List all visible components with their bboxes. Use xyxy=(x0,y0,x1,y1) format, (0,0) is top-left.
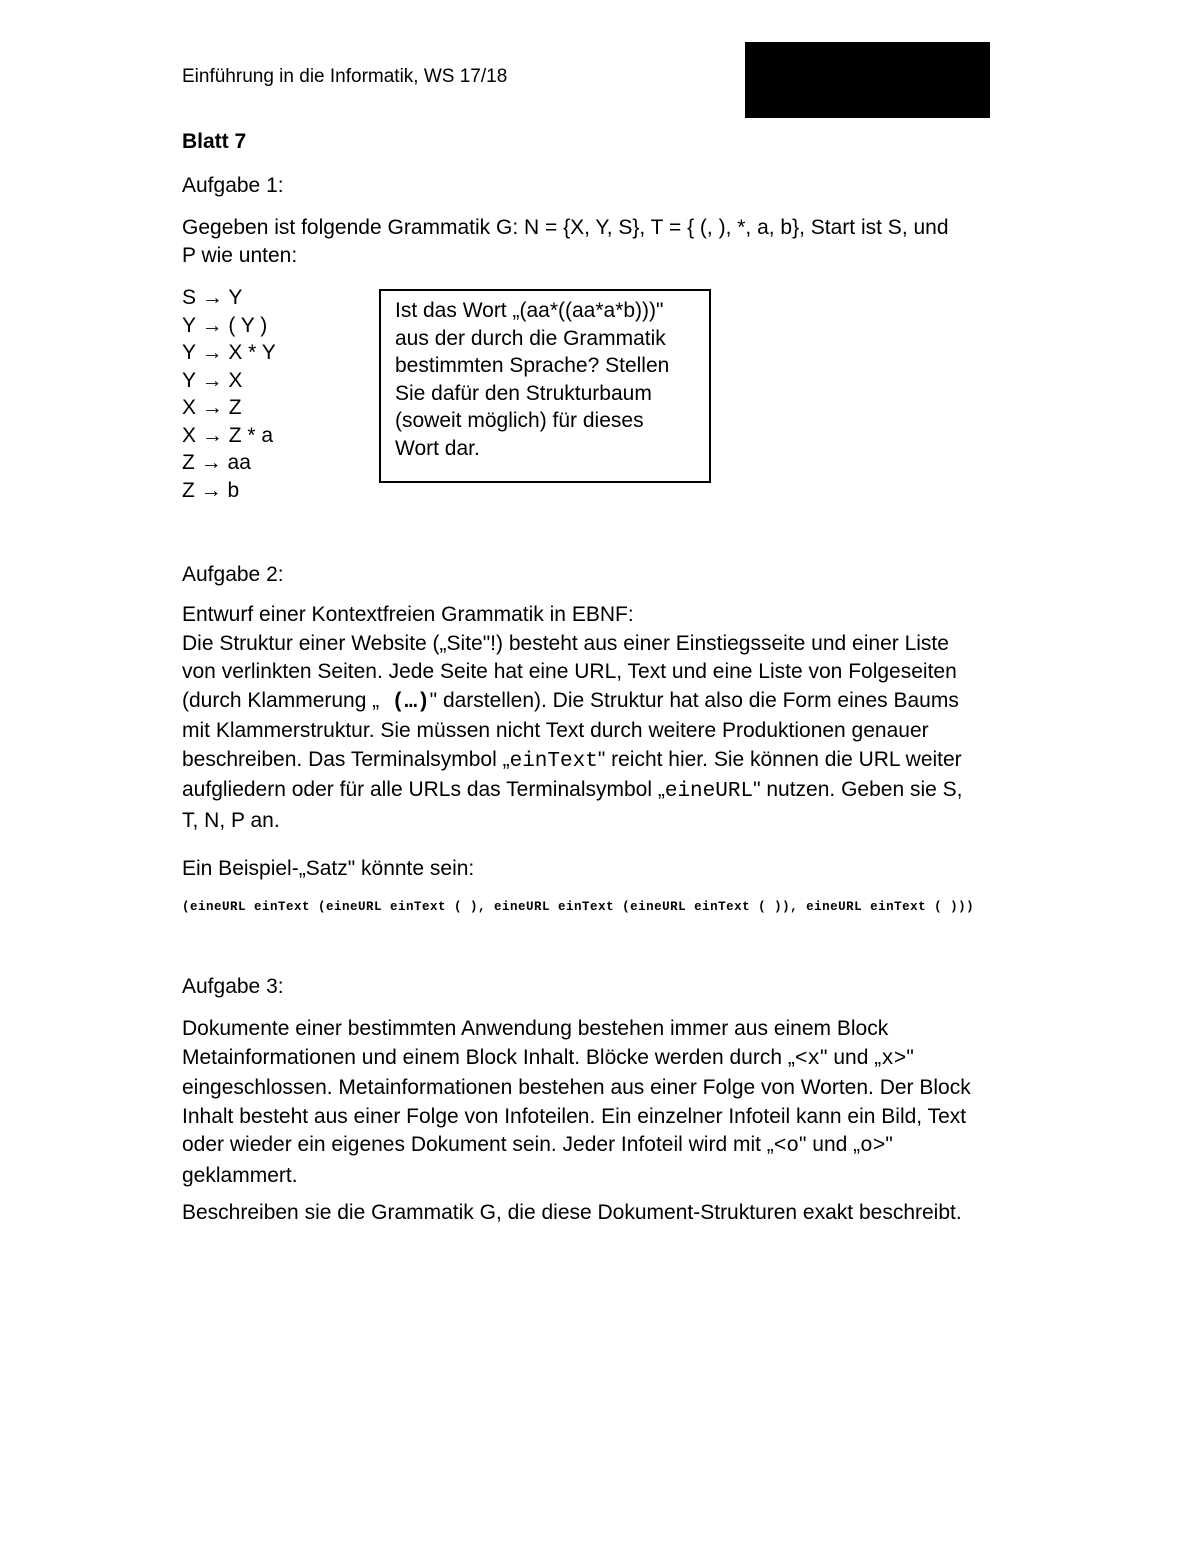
task2-line: beschreiben. Das Terminalsymbol „einText" reicht hier. Sie können die URL weiter xyxy=(182,747,962,773)
task3-line: eingeschlossen. Metainformationen bestehen aus einer Folge von Worten. Der Block xyxy=(182,1076,971,1099)
arrow-icon: → xyxy=(200,451,222,474)
task2-line: T, N, P an. xyxy=(182,808,280,832)
task1-heading: Aufgabe 1: xyxy=(182,174,284,197)
rule: Y → X xyxy=(182,368,243,392)
rule: X → Z xyxy=(182,396,242,419)
course-header: Einführung in die Informatik, WS 17/18 xyxy=(182,66,508,87)
task3-line: Metainformationen und einem Block Inhalt. Blöcke werden durch „<x" und „x>" xyxy=(182,1045,914,1071)
question-line: Sie dafür den Strukturbaum xyxy=(395,381,652,405)
sheet-title: Blatt 7 xyxy=(182,130,247,153)
rule: Z → b xyxy=(182,478,240,502)
task3-body xyxy=(182,1015,971,1190)
task3-heading: Aufgabe 3: xyxy=(182,975,284,998)
task3-line: geklammert. xyxy=(182,1163,298,1187)
rule: Z → aa xyxy=(182,451,251,474)
task1-intro-line1: Gegeben ist folgende Grammatik G: N = {X, Y, S}, T = { (, ), *, a, b}, Start ist S, und xyxy=(182,216,949,239)
question-line: aus der durch die Grammatik xyxy=(395,326,666,350)
rule: X → Z * a xyxy=(182,423,274,447)
rule: Y → ( Y ) xyxy=(182,313,268,337)
question-line: Wort dar. xyxy=(395,436,480,460)
example-intro: Ein Beispiel-„Satz" könnte sein: xyxy=(182,857,475,880)
rule: Y → X * Y xyxy=(182,341,276,364)
question-line: (soweit möglich) für dieses xyxy=(395,409,644,432)
task2-line: mit Klammerstruktur. Sie müssen nicht Text durch weitere Produktionen genauer xyxy=(182,719,929,742)
arrow-icon: → xyxy=(201,286,223,309)
task2-heading: Aufgabe 2: xyxy=(182,563,284,586)
production-rules xyxy=(182,284,276,504)
task3-instruction: Beschreiben sie die Grammatik G, die diese Dokument-Strukturen exakt beschreibt. xyxy=(182,1201,962,1224)
task2-line: von verlinkten Seiten. Jede Seite hat eine URL, Text und eine Liste von Folgeseiten xyxy=(182,660,957,683)
redaction-block xyxy=(745,42,990,118)
question-line: bestimmten Sprache? Stellen xyxy=(395,354,670,377)
arrow-icon: → xyxy=(201,368,223,392)
task2-body xyxy=(182,601,962,835)
example-sentence: (eineURL einText (eineURL einText ( ), eineURL einText (eineURL einText ( )), eineURL einText ( ))) xyxy=(182,900,975,914)
task3-line: oder wieder ein eigenes Dokument sein. Jeder Infoteil wird mit „<o" und „o>" xyxy=(182,1133,893,1158)
task1-intro-line2: P wie unten: xyxy=(182,243,298,267)
rule: S → Y xyxy=(182,286,243,309)
arrow-icon: → xyxy=(201,313,223,337)
arrow-icon: → xyxy=(201,396,223,419)
task3-line: Inhalt besteht aus einer Folge von Infoteilen. Ein einzelner Infoteil kann ein Bild, Text xyxy=(182,1104,967,1128)
question-box xyxy=(379,289,711,483)
question-line: Ist das Wort „(aa*((aa*a*b)))" xyxy=(395,299,664,322)
arrow-icon: → xyxy=(201,341,223,364)
task2-line: Die Struktur einer Website („Site"!) besteht aus einer Einstiegsseite und einer Liste xyxy=(182,631,949,655)
arrow-icon: → xyxy=(200,478,222,502)
task3-line: Dokumente einer bestimmten Anwendung bestehen immer aus einem Block xyxy=(182,1017,889,1040)
task1-intro xyxy=(182,214,949,270)
arrow-icon: → xyxy=(201,423,223,447)
task2-line: aufgliedern oder für alle URLs das Terminalsymbol „eineURL" nutzen. Geben sie S, xyxy=(182,778,963,803)
task2-line: (durch Klammerung „ (…)" darstellen). Die Struktur hat also die Form eines Baums xyxy=(182,688,959,714)
task2-line: Entwurf einer Kontextfreien Grammatik in EBNF: xyxy=(182,603,634,626)
